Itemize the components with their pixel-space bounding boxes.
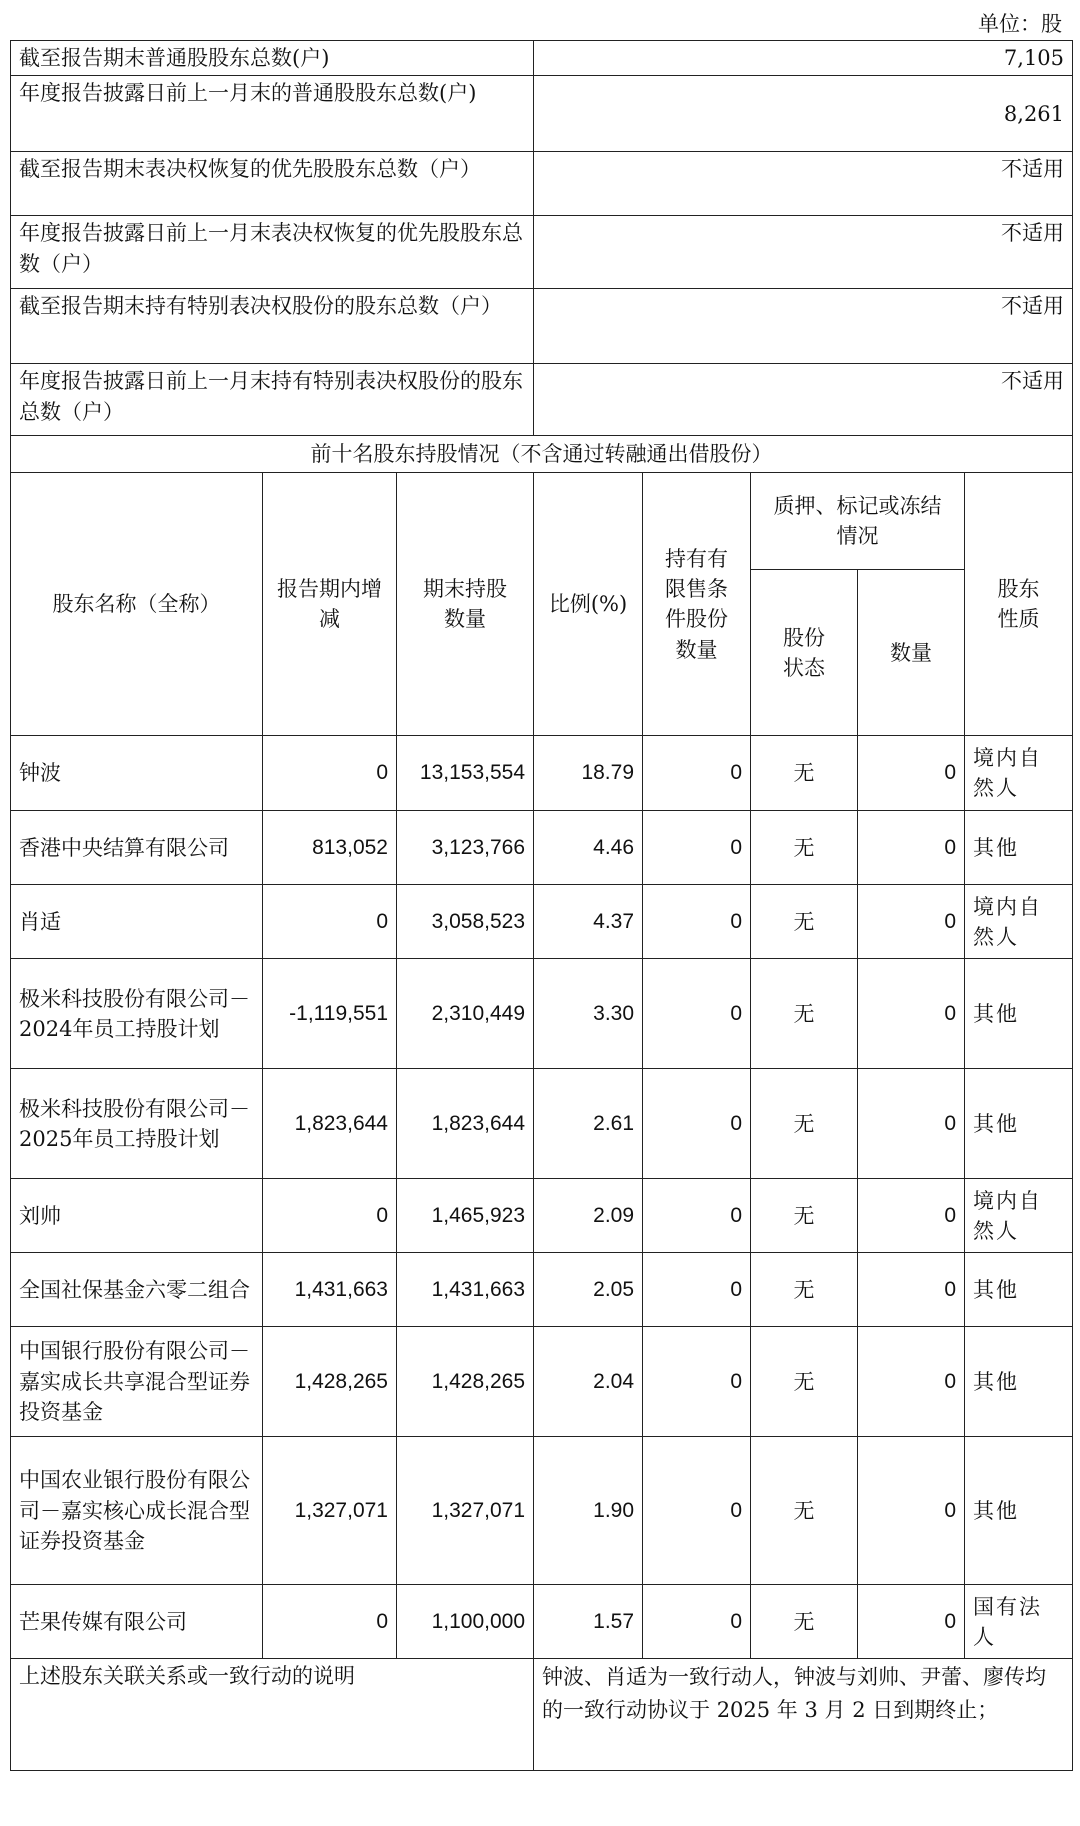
holder-qty: 0 [858,1585,965,1659]
holder-ratio: 4.37 [534,885,643,959]
holder-nature: 境内自然人 [965,1179,1073,1253]
holder-holding: 1,823,644 [397,1069,534,1179]
holder-nature: 境内自然人 [965,885,1073,959]
holder-holding: 1,431,663 [397,1253,534,1327]
holder-status: 无 [751,1585,858,1659]
holder-restricted: 0 [643,1585,751,1659]
holder-nature: 其他 [965,811,1073,885]
table-row [11,1437,1073,1585]
header-nature: 股东性质 [965,473,1073,736]
table-row [11,959,1073,1069]
summary-label: 年度报告披露日前上一月末表决权恢复的优先股股东总数（户） [11,216,534,289]
summary-value: 不适用 [534,289,1073,364]
holder-qty: 0 [858,1327,965,1437]
relation-text: 钟波、肖适为一致行动人，钟波与刘帅、尹蕾、廖传均的一致行动协议于 2025 年 3 月 2 日到期终止； [534,1659,1073,1771]
holder-status: 无 [751,959,858,1069]
holder-qty: 0 [858,1179,965,1253]
holder-status: 无 [751,1179,858,1253]
holder-name: 钟波 [11,736,263,811]
summary-row [11,41,1073,76]
holder-qty: 0 [858,811,965,885]
holder-name: 芒果传媒有限公司 [11,1585,263,1659]
table-row [11,1179,1073,1253]
holder-qty: 0 [858,736,965,811]
summary-label: 截至报告期末普通股股东总数(户) [11,41,534,76]
holder-status: 无 [751,885,858,959]
table-row [11,811,1073,885]
holder-name: 全国社保基金六零二组合 [11,1253,263,1327]
holder-qty: 0 [858,959,965,1069]
summary-label: 年度报告披露日前上一月末持有特别表决权股份的股东总数（户） [11,364,534,436]
holder-name: 中国银行股份有限公司－嘉实成长共享混合型证券投资基金 [11,1327,263,1437]
holder-change: 0 [263,736,397,811]
summary-row [11,216,1073,289]
holder-change: 1,428,265 [263,1327,397,1437]
holder-change: 1,327,071 [263,1437,397,1585]
holder-restricted: 0 [643,1327,751,1437]
holder-ratio: 2.05 [534,1253,643,1327]
relation-row [11,1659,1073,1771]
summary-value: 不适用 [534,152,1073,216]
header-pledge-group: 质押、标记或冻结情况 [751,473,965,570]
summary-value: 8,261 [534,76,1073,152]
holder-ratio: 3.30 [534,959,643,1069]
holder-restricted: 0 [643,736,751,811]
holder-holding: 1,465,923 [397,1179,534,1253]
holder-qty: 0 [858,1437,965,1585]
top-ten-title: 前十名股东持股情况（不含通过转融通出借股份） [11,436,1073,473]
holder-qty: 0 [858,885,965,959]
header-name: 股东名称（全称） [11,473,263,736]
unit-label: 单位：股 [978,12,1062,36]
holder-nature: 其他 [965,1069,1073,1179]
holder-ratio: 2.04 [534,1327,643,1437]
holder-restricted: 0 [643,1069,751,1179]
header-change: 报告期内增减 [263,473,397,736]
table-row [11,1585,1073,1659]
holder-status: 无 [751,811,858,885]
holder-ratio: 1.90 [534,1437,643,1585]
holder-holding: 1,428,265 [397,1327,534,1437]
summary-row [11,76,1073,152]
holder-ratio: 4.46 [534,811,643,885]
summary-row [11,364,1073,436]
holder-nature: 其他 [965,1327,1073,1437]
holder-ratio: 18.79 [534,736,643,811]
holder-status: 无 [751,1253,858,1327]
table-row [11,885,1073,959]
holder-name: 极米科技股份有限公司－2024年员工持股计划 [11,959,263,1069]
table-row [11,1253,1073,1327]
shareholder-table [10,40,1073,1771]
holder-holding: 13,153,554 [397,736,534,811]
holder-holding: 2,310,449 [397,959,534,1069]
holder-status: 无 [751,736,858,811]
holder-name: 刘帅 [11,1179,263,1253]
holder-holding: 1,100,000 [397,1585,534,1659]
summary-value: 7,105 [534,41,1073,76]
holder-holding: 3,058,523 [397,885,534,959]
holder-qty: 0 [858,1069,965,1179]
header-row [11,473,1073,570]
holder-qty: 0 [858,1253,965,1327]
holder-change: 1,823,644 [263,1069,397,1179]
holder-name: 肖适 [11,885,263,959]
header-pledge-status: 股份状态 [751,570,858,736]
holder-ratio: 1.57 [534,1585,643,1659]
holder-change: 0 [263,885,397,959]
holder-ratio: 2.09 [534,1179,643,1253]
holder-name: 中国农业银行股份有限公司－嘉实核心成长混合型证券投资基金 [11,1437,263,1585]
holder-change: 1,431,663 [263,1253,397,1327]
holder-name: 极米科技股份有限公司－2025年员工持股计划 [11,1069,263,1179]
holder-status: 无 [751,1437,858,1585]
holder-change: 0 [263,1585,397,1659]
holder-name: 香港中央结算有限公司 [11,811,263,885]
holder-status: 无 [751,1327,858,1437]
holder-restricted: 0 [643,1179,751,1253]
summary-row [11,152,1073,216]
section-title-row [11,436,1073,473]
holder-change: 813,052 [263,811,397,885]
table-row [11,736,1073,811]
holder-restricted: 0 [643,1437,751,1585]
header-restricted: 持有有限售条件股份数量 [643,473,751,736]
table-row [11,1069,1073,1179]
holder-nature: 其他 [965,959,1073,1069]
holder-ratio: 2.61 [534,1069,643,1179]
holder-change: -1,119,551 [263,959,397,1069]
table-row [11,1327,1073,1437]
header-ratio: 比例(%) [534,473,643,736]
summary-row [11,289,1073,364]
holder-status: 无 [751,1069,858,1179]
holder-restricted: 0 [643,959,751,1069]
holder-nature: 其他 [965,1253,1073,1327]
header-pledge-qty: 数量 [858,570,965,736]
summary-value: 不适用 [534,216,1073,289]
relation-label: 上述股东关联关系或一致行动的说明 [11,1659,534,1771]
summary-value: 不适用 [534,364,1073,436]
holder-restricted: 0 [643,885,751,959]
summary-label: 截至报告期末持有特别表决权股份的股东总数（户） [11,289,534,364]
holder-nature: 国有法人 [965,1585,1073,1659]
summary-label: 年度报告披露日前上一月末的普通股股东总数(户) [11,76,534,152]
holder-nature: 其他 [965,1437,1073,1585]
holder-restricted: 0 [643,811,751,885]
summary-label: 截至报告期末表决权恢复的优先股股东总数（户） [11,152,534,216]
holder-change: 0 [263,1179,397,1253]
holder-restricted: 0 [643,1253,751,1327]
holder-holding: 1,327,071 [397,1437,534,1585]
holder-holding: 3,123,766 [397,811,534,885]
header-holding: 期末持股数量 [397,473,534,736]
holder-nature: 境内自然人 [965,736,1073,811]
